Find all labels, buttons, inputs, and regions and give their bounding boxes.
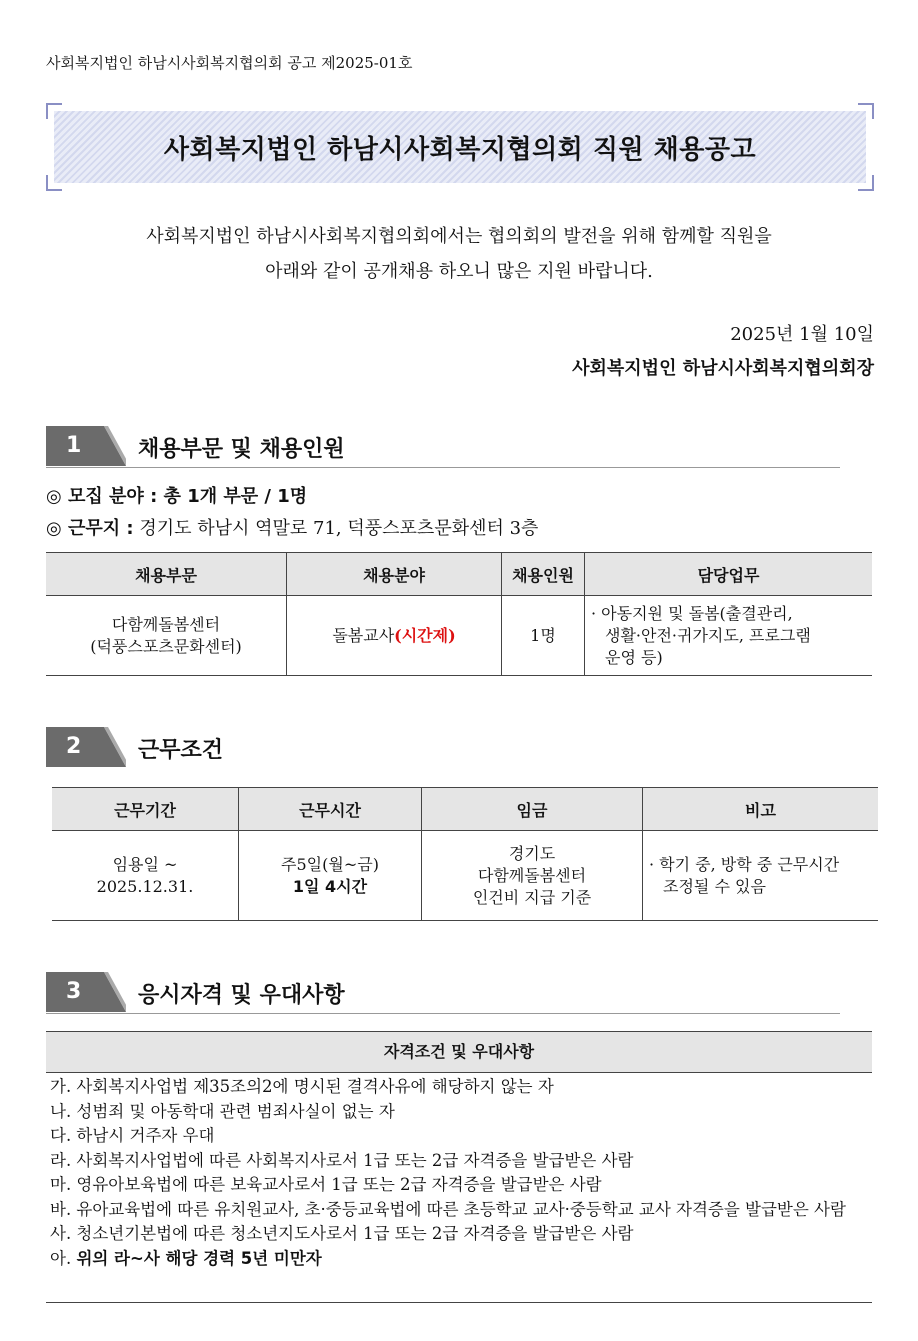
col-header: 담당업무	[585, 553, 873, 596]
section-3-header	[46, 972, 840, 1018]
notice-number: 사회복지법인 하남시사회복지협의회 공고 제2025-01호	[46, 54, 413, 72]
section-number-badge: 2	[46, 727, 126, 767]
page-title: 사회복지법인 하남시사회복지협의회 직원 채용공고	[163, 135, 757, 165]
list-item: 나. 성범죄 및 아동학대 관련 범죄사실이 없는 자	[50, 1101, 395, 1121]
section-title: 응시자격 및 우대사항	[138, 983, 345, 1008]
list-item: 바. 유아교육법에 따른 유치원교사, 초·중등교육법에 따른 초등학교 교사·중등학교 교사 자격증을 발급받은 사람	[50, 1199, 846, 1219]
section-title: 근무조건	[138, 738, 224, 763]
dept-cell: 다함께돌봄센터 (덕풍스포츠문화센터)	[46, 596, 287, 676]
duties-cell: · 아동지원 및 돌봄(출결관리, 생활·안전·귀가지도, 프로그램 운영 등)	[585, 596, 873, 676]
section-1-header	[46, 426, 840, 472]
col-header: 채용분야	[287, 553, 502, 596]
col-header: 채용부문	[46, 553, 287, 596]
bullet-recruit-field: ◎ 모집 분야 : 총 1개 부문 / 1명	[46, 486, 308, 507]
col-header: 비고	[643, 788, 879, 831]
table-row	[52, 831, 878, 921]
section-number-badge: 1	[46, 426, 126, 466]
conditions-table	[52, 787, 878, 921]
qualification-list	[50, 1075, 872, 1271]
table-row	[46, 596, 872, 676]
col-header: 근무시간	[239, 788, 422, 831]
col-header: 근무기간	[52, 788, 239, 831]
col-header: 임금	[422, 788, 643, 831]
section-title: 채용부문 및 채용인원	[138, 437, 345, 462]
period-cell: 임용일 ~ 2025.12.31.	[52, 831, 239, 921]
notice-date: 2025년 1월 10일	[730, 324, 874, 345]
intro-line-1: 사회복지법인 하남시사회복지협의회에서는 협의회의 발전을 위해 함께할 직원을	[146, 226, 772, 247]
bullet-workplace: ◎ 근무지 : 경기도 하남시 역말로 71, 덕풍스포츠문화센터 3층	[46, 518, 539, 539]
section-2-header	[46, 727, 840, 773]
qualification-table-header: 자격조건 및 우대사항	[46, 1031, 872, 1073]
list-item: 아. 위의 라~사 해당 경력 5년 미만자	[50, 1248, 322, 1268]
list-item: 마. 영유아보육법에 따른 보육교사로서 1급 또는 2급 자격증을 발급받은 사람	[50, 1175, 602, 1194]
field-cell: 돌봄교사(시간제)	[287, 596, 502, 676]
signer: 사회복지법인 하남시사회복지협의회장	[572, 358, 874, 379]
intro-line-2: 아래와 같이 공개채용 하오니 많은 지원 바랍니다.	[265, 261, 653, 282]
wage-cell: 경기도 다함께돌봄센터 인건비 지급 기준	[422, 831, 643, 921]
hours-cell: 주5일(월~금) 1일 4시간	[239, 831, 422, 921]
list-item: 사. 청소년기본법에 따른 청소년지도사로서 1급 또는 2급 자격증을 발급받은 사람	[50, 1224, 634, 1243]
col-header: 채용인원	[502, 553, 585, 596]
section-number-badge: 3	[46, 972, 126, 1012]
list-item: 다. 하남시 거주자 우대	[50, 1126, 215, 1145]
list-item: 라. 사회복지사업법에 따른 사회복지사로서 1급 또는 2급 자격증을 발급받은 사람	[50, 1150, 634, 1170]
title-box	[46, 103, 874, 191]
note-cell: · 학기 중, 방학 중 근무시간 조정될 수 있음	[643, 831, 879, 921]
recruit-table	[46, 552, 872, 676]
list-item: 가. 사회복지사업법 제35조의2에 명시된 결격사유에 해당하지 않는 자	[50, 1077, 554, 1096]
count-cell: 1명	[502, 596, 585, 676]
